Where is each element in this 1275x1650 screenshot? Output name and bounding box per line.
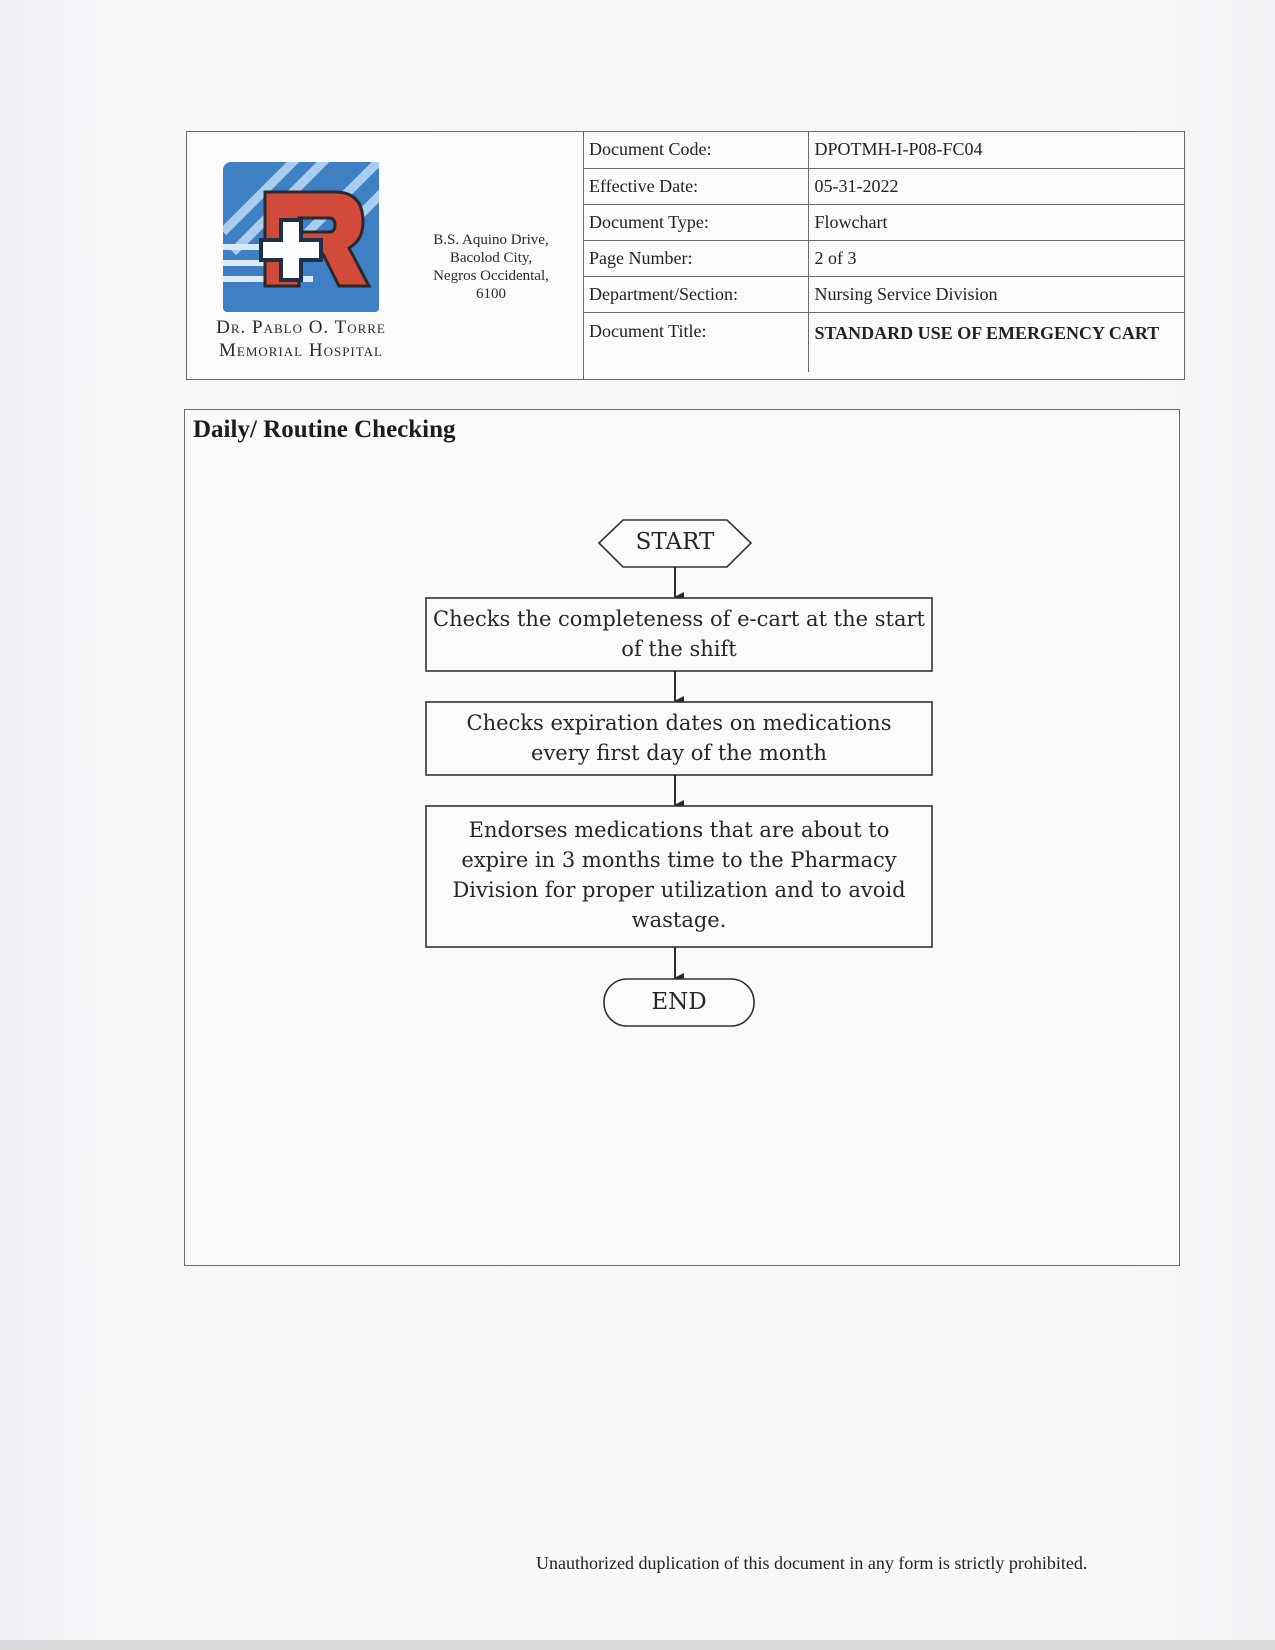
step-3-text: Endorses medications that are about to expire in 3 months time to the Pharmacy Division for proper utilization and to avoid wastage. <box>452 818 906 932</box>
info-label: Department/Section: <box>583 276 808 312</box>
address-line: 6100 <box>476 286 506 302</box>
address-line: Bacolod City, <box>449 250 533 266</box>
info-row-page-number <box>583 240 1184 276</box>
address-line: B.S. Aquino Drive, <box>433 232 549 248</box>
info-value: Flowchart <box>808 204 1184 240</box>
info-row-department <box>583 276 1184 312</box>
step-1-text: Checks the completeness of e-cart at the start of the shift <box>433 607 925 661</box>
footer-notice: Unauthorized duplication of this document in any form is strictly prohibited. <box>536 1553 1088 1573</box>
step-2-text: Checks expiration dates on medications every first day of the month <box>466 711 892 765</box>
info-row-document-code <box>583 132 1184 168</box>
info-value: DPOTMH-I-P08-FC04 <box>808 132 1184 168</box>
hospital-logo-icon <box>223 162 379 318</box>
document-header <box>186 131 1185 380</box>
info-row-document-title <box>583 312 1184 372</box>
hospital-name-line2: Memorial Hospital <box>219 340 383 361</box>
info-value: Nursing Service Division <box>808 276 1184 312</box>
address-line: Negros Occidental, <box>433 268 549 284</box>
hospital-name-line1: Dr. Pablo O. Torre <box>216 317 386 338</box>
info-label: Document Title: <box>583 312 808 372</box>
info-label: Page Number: <box>583 240 808 276</box>
info-label: Effective Date: <box>583 168 808 204</box>
info-label: Document Type: <box>583 204 808 240</box>
scan-edge <box>0 1640 1275 1650</box>
info-row-effective-date <box>583 168 1184 204</box>
flowchart-frame <box>184 409 1180 1266</box>
info-label: Document Code: <box>583 132 808 168</box>
info-value: 05-31-2022 <box>808 168 1184 204</box>
info-row-document-type <box>583 204 1184 240</box>
logo-cell <box>187 132 584 379</box>
document-title: STANDARD USE OF EMERGENCY CART <box>814 322 1160 343</box>
info-value: 2 of 3 <box>808 240 1184 276</box>
hospital-name <box>187 316 415 362</box>
document-info-table <box>583 132 1184 372</box>
section-title: Daily/ Routine Checking <box>193 416 456 443</box>
end-label: END <box>651 989 707 1015</box>
hospital-address <box>411 231 571 303</box>
start-label: START <box>635 529 715 555</box>
